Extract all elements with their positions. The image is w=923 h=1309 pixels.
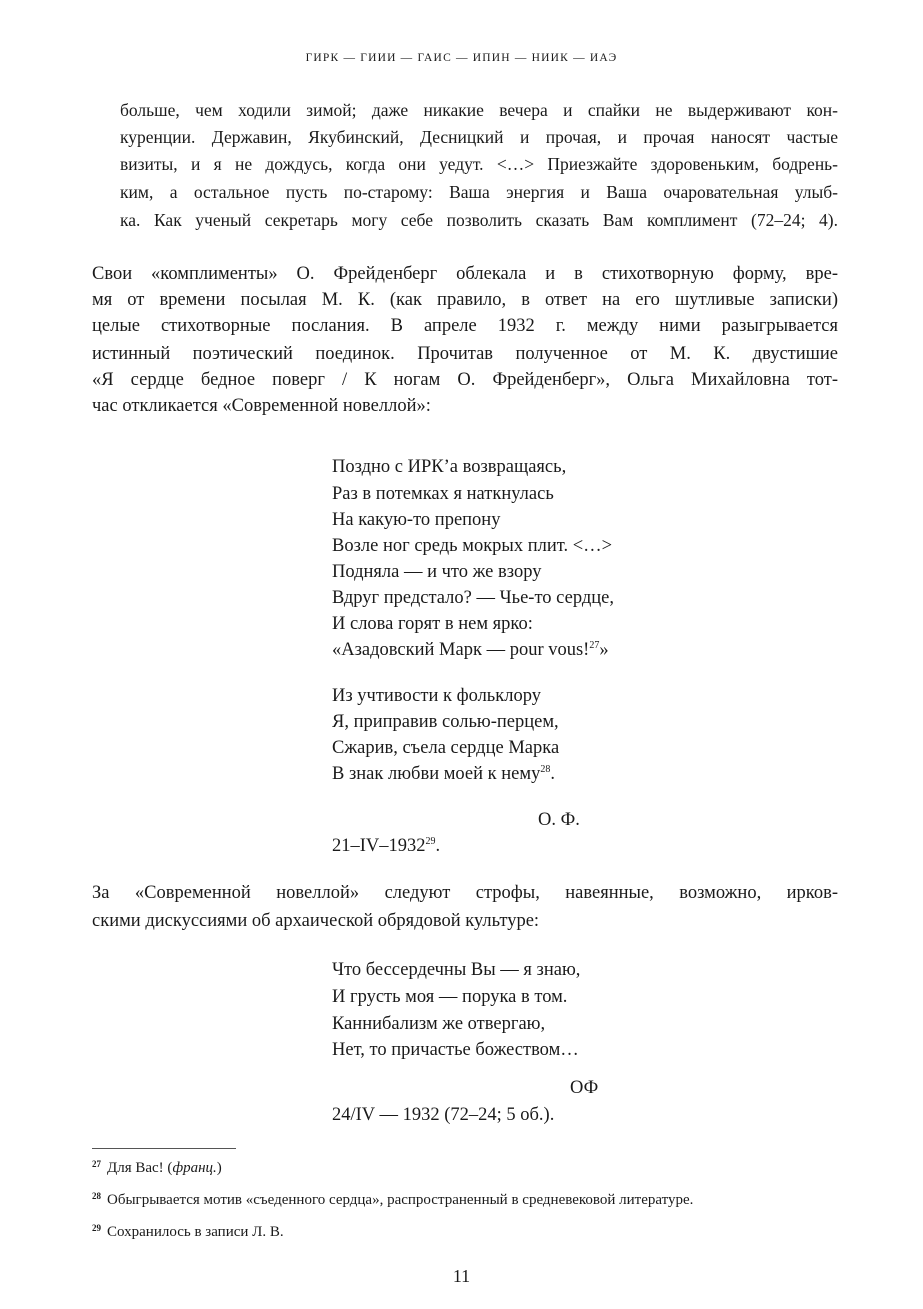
poem-line-text: В знак любви моей к нему [332,764,541,784]
footnote-text: Для Вас! ( [107,1160,173,1176]
footnote-divider [92,1148,236,1149]
poem-line: Из учтивости к фольклору [332,686,541,706]
poem-line-end: . [550,764,555,784]
text-line: целые стихотворные послания. В апреле 1932 г. между ними разыгрывается [92,316,838,336]
quote-line: ким, а остальное пусть по-старому: Ваша энергия и Ваша очаровательная улыб- [120,182,838,202]
footnote-ref[interactable]: 27 [589,640,600,651]
poem-signature: ОФ [570,1078,599,1098]
footnote-27 [92,1158,222,1178]
running-header: ГИРК — ГИИИ — ГАИС — ИПИН — НИИК — ИАЭ [305,52,618,64]
text-line: «Я сердце бедное поверг / К ногам О. Фрейденберг», Ольга Михайловна тот- [92,370,838,390]
poem-line: Подняла — и что же взору [332,562,542,582]
poem-date [332,834,440,858]
poem-line: Раз в потемках я наткнулась [332,484,554,504]
poem-line: Я, приправив солью-перцем, [332,712,559,732]
footnote-ref[interactable]: 28 [540,764,551,775]
poem-line: Каннибализм же отвергаю, [332,1014,546,1034]
text-line: скими дискуссиями об архаической обрядовой культуре: [92,911,540,931]
text-line: За «Современной новеллой» следуют строфы, навеянные, возможно, ирков- [92,883,838,903]
quote-line: больше, чем ходили зимой; даже никакие вечера и спайки не выдерживают кон- [120,100,838,120]
footnote-28 [92,1190,693,1210]
footnote-end: ) [216,1160,222,1176]
poem-line: Сжарив, съела сердце Марка [332,738,560,758]
poem-line: Нет, то причастье божеством… [332,1040,579,1060]
footnote-29 [92,1222,284,1242]
page-number: 11 [452,1266,471,1286]
footnote-ref[interactable]: 29 [425,836,436,847]
footnote-text: Сохранилось в записи Л. В. [107,1224,284,1240]
poem-line-end: » [599,640,609,660]
text-line: мя от времени посылая М. К. (как правило, в ответ на его шутливые записки) [92,290,838,310]
quote-line: ка. Как ученый секретарь могу себе позволить сказать Вам комплимент (72–24; 4). [120,210,838,230]
poem-line: Поздно с ИРК’а возвращаясь, [332,457,567,477]
footnote-italic: франц. [172,1160,217,1176]
poem-date: 24/IV — 1932 (72–24; 5 об.). [332,1105,555,1125]
poem-line: И слова горят в нем ярко: [332,614,533,634]
quote-line: куренции. Державин, Якубинский, Десницкий и прочая, и прочая наносят частые [120,127,838,147]
text-line: Свои «комплименты» О. Фрейденберг облекала и в стихотворную форму, вре- [92,264,838,284]
quote-line: визиты, и я не дождусь, когда они уедут. <…> Приезжайте здоровеньким, бодрень- [120,154,838,174]
footnote-number: 27 [92,1159,101,1169]
footnote-text: Обыгрывается мотив «съеденного сердца», распространенный в средневековой литературе. [107,1192,694,1208]
poem-line: Вдруг предстало? — Чье-то сердце, [332,588,614,608]
poem-line: Что бессердечны Вы — я знаю, [332,960,581,980]
text-line: истинный поэтический поединок. Прочитав полученное от М. К. двустишие [92,344,838,364]
poem-signature: О. Ф. [538,810,580,830]
poem-date-end: . [435,836,441,856]
poem-line: Возле ног средь мокрых плит. <…> [332,536,613,556]
poem-date-text: 21–IV–1932 [332,836,426,856]
footnote-number: 28 [92,1191,101,1201]
poem-line [332,762,555,786]
poem-line-text: «Азадовский Марк — pour vous! [332,640,590,660]
poem-line: И грусть моя — порука в том. [332,987,568,1007]
poem-line: На какую-то препону [332,510,501,530]
footnote-number: 29 [92,1223,101,1233]
poem-line [332,638,609,662]
text-line: час откликается «Современной новеллой»: [92,396,431,416]
